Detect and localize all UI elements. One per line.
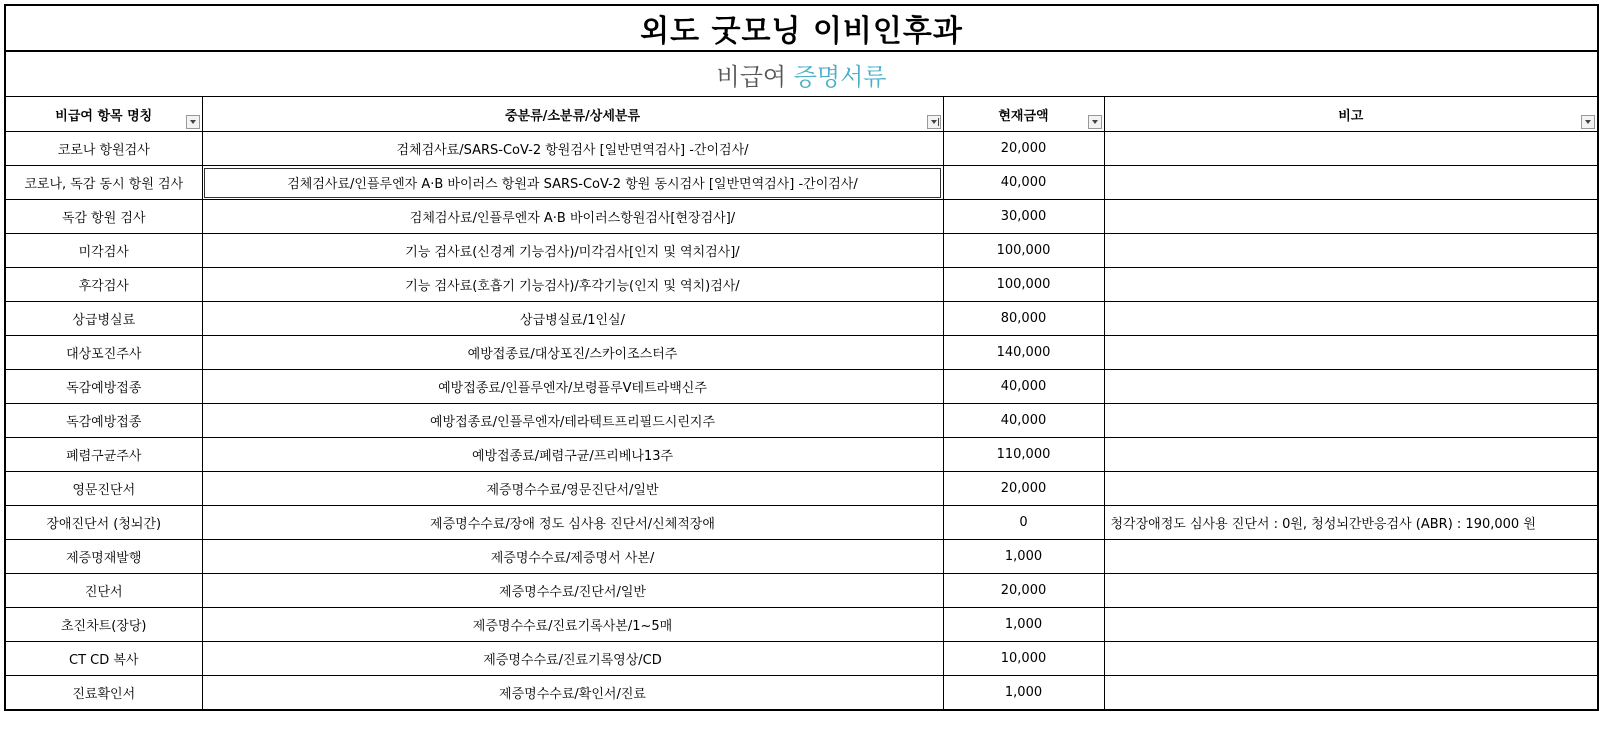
cell-category[interactable]: 기능 검사료(신경계 기능검사)/미각검사[인지 및 역치검사]/ <box>202 234 943 268</box>
cell-note[interactable] <box>1104 404 1598 438</box>
cell-item-name[interactable]: 폐렴구균주사 <box>5 438 202 472</box>
cell-amount[interactable]: 10,000 <box>943 642 1104 676</box>
cell-note[interactable] <box>1104 642 1598 676</box>
cell-category[interactable]: 상급병실료/1인실/ <box>202 302 943 336</box>
cell-note[interactable] <box>1104 472 1598 506</box>
cell-amount[interactable]: 40,000 <box>943 404 1104 438</box>
cell-note[interactable] <box>1104 540 1598 574</box>
cell-category[interactable]: 예방접종료/인플루엔자/테라텍트프리필드시린지주 <box>202 404 943 438</box>
cell-note[interactable] <box>1104 574 1598 608</box>
table-row <box>5 234 1598 268</box>
cell-item-name[interactable]: 장애진단서 (청뇌간) <box>5 506 202 540</box>
table-row <box>5 336 1598 370</box>
header-row <box>5 97 1598 132</box>
cell-note[interactable] <box>1104 268 1598 302</box>
cell-item-name[interactable]: 독감예방접종 <box>5 404 202 438</box>
cell-item-name[interactable]: 진단서 <box>5 574 202 608</box>
cell-item-name[interactable]: 초진차트(장당) <box>5 608 202 642</box>
spreadsheet <box>4 4 1597 711</box>
header-amount[interactable] <box>943 97 1104 132</box>
cell-note[interactable] <box>1104 438 1598 472</box>
cell-category[interactable]: 제증명수수료/진료기록영상/CD <box>202 642 943 676</box>
header-name-label: 비급여 항목 명칭 <box>55 108 153 124</box>
cell-item-name[interactable]: 제증명재발행 <box>5 540 202 574</box>
cell-amount[interactable]: 100,000 <box>943 268 1104 302</box>
cell-category[interactable]: 제증명수수료/확인서/진료 <box>202 676 943 711</box>
cell-category[interactable]: 예방접종료/대상포진/스카이조스터주 <box>202 336 943 370</box>
cell-note[interactable] <box>1104 132 1598 166</box>
cell-note[interactable] <box>1104 234 1598 268</box>
cell-category[interactable]: 검체검사료/인플루엔자 A·B 바이러스항원검사[현장검사]/ <box>202 200 943 234</box>
cell-category[interactable]: 제증명수수료/진료기록사본/1~5매 <box>202 608 943 642</box>
cell-category[interactable]: 제증명수수료/제증명서 사본/ <box>202 540 943 574</box>
table-row <box>5 370 1598 404</box>
filter-dropdown-icon[interactable] <box>1088 115 1102 129</box>
header-amount-label: 현재금액 <box>998 108 1049 124</box>
table-row <box>5 574 1598 608</box>
cell-category[interactable]: 제증명수수료/영문진단서/일반 <box>202 472 943 506</box>
header-category-label: 중분류/소분류/상세분류 <box>504 108 641 124</box>
cell-item-name[interactable]: 대상포진주사 <box>5 336 202 370</box>
cell-amount[interactable]: 20,000 <box>943 132 1104 166</box>
cell-amount[interactable]: 30,000 <box>943 200 1104 234</box>
cell-amount[interactable]: 110,000 <box>943 438 1104 472</box>
cell-amount[interactable]: 140,000 <box>943 336 1104 370</box>
cell-amount[interactable]: 40,000 <box>943 370 1104 404</box>
cell-item-name[interactable]: 독감 항원 검사 <box>5 200 202 234</box>
cell-note[interactable] <box>1104 200 1598 234</box>
table-row <box>5 472 1598 506</box>
fee-table <box>4 4 1599 711</box>
header-name[interactable] <box>5 97 202 132</box>
table-row <box>5 438 1598 472</box>
cell-category[interactable]: 예방접종료/폐렴구균/프리베나13주 <box>202 438 943 472</box>
cell-category[interactable]: 검체검사료/SARS-CoV-2 항원검사 [일반면역검사] -간이검사/ <box>202 132 943 166</box>
cell-amount[interactable]: 0 <box>943 506 1104 540</box>
table-row <box>5 608 1598 642</box>
table-row <box>5 132 1598 166</box>
cell-item-name[interactable]: 독감예방접종 <box>5 370 202 404</box>
cell-item-name[interactable]: CT CD 복사 <box>5 642 202 676</box>
cell-category[interactable]: 기능 검사료(호흡기 기능검사)/후각기능(인지 및 역치)검사/ <box>202 268 943 302</box>
cell-item-name[interactable]: 진료확인서 <box>5 676 202 711</box>
header-note[interactable] <box>1104 97 1598 132</box>
cell-item-name[interactable]: 상급병실료 <box>5 302 202 336</box>
cell-amount[interactable]: 1,000 <box>943 676 1104 711</box>
cell-note[interactable]: 청각장애정도 심사용 진단서 : 0원, 청성뇌간반응검사 (ABR) : 190,000 원 <box>1104 506 1598 540</box>
cell-amount[interactable]: 1,000 <box>943 540 1104 574</box>
filter-dropdown-icon[interactable] <box>1581 115 1595 129</box>
cell-amount[interactable]: 1,000 <box>943 608 1104 642</box>
table-row <box>5 676 1598 711</box>
cell-item-name[interactable]: 미각검사 <box>5 234 202 268</box>
table-row <box>5 268 1598 302</box>
cell-item-name[interactable]: 후각검사 <box>5 268 202 302</box>
table-row <box>5 166 1598 200</box>
cell-note[interactable] <box>1104 370 1598 404</box>
header-note-label: 비고 <box>1338 108 1364 124</box>
cell-amount[interactable]: 40,000 <box>943 166 1104 200</box>
header-category[interactable] <box>202 97 943 132</box>
cell-note[interactable] <box>1104 608 1598 642</box>
sheet-subtitle[interactable] <box>5 51 1598 97</box>
subtitle-part1: 비급여 <box>716 62 787 91</box>
cell-amount[interactable]: 20,000 <box>943 574 1104 608</box>
subtitle-part2: 증명서류 <box>793 62 887 91</box>
cell-category[interactable]: 예방접종료/인플루엔자/보령플루Ⅴ테트라백신주 <box>202 370 943 404</box>
sort-filter-icon[interactable] <box>927 115 941 129</box>
table-row <box>5 506 1598 540</box>
cell-category[interactable]: 제증명수수료/장애 정도 심사용 진단서/신체적장애 <box>202 506 943 540</box>
table-row <box>5 200 1598 234</box>
table-row <box>5 642 1598 676</box>
filter-dropdown-icon[interactable] <box>186 115 200 129</box>
table-row <box>5 302 1598 336</box>
cell-category[interactable]: 검체검사료/인플루엔자 A·B 바이러스 항원과 SARS-CoV-2 항원 동시검사 [일반면역검사] -간이검사/ <box>202 166 943 200</box>
cell-amount[interactable]: 80,000 <box>943 302 1104 336</box>
cell-amount[interactable]: 20,000 <box>943 472 1104 506</box>
cell-item-name[interactable]: 영문진단서 <box>5 472 202 506</box>
table-row <box>5 404 1598 438</box>
cell-note[interactable] <box>1104 166 1598 200</box>
cell-item-name[interactable]: 코로나 항원검사 <box>5 132 202 166</box>
cell-note[interactable] <box>1104 302 1598 336</box>
cell-item-name[interactable]: 코로나, 독감 동시 항원 검사 <box>5 166 202 200</box>
cell-category[interactable]: 제증명수수료/진단서/일반 <box>202 574 943 608</box>
cell-note[interactable] <box>1104 336 1598 370</box>
cell-note[interactable] <box>1104 676 1598 711</box>
table-row <box>5 540 1598 574</box>
cell-amount[interactable]: 100,000 <box>943 234 1104 268</box>
sheet-title[interactable]: 외도 굿모닝 이비인후과 <box>5 5 1598 51</box>
